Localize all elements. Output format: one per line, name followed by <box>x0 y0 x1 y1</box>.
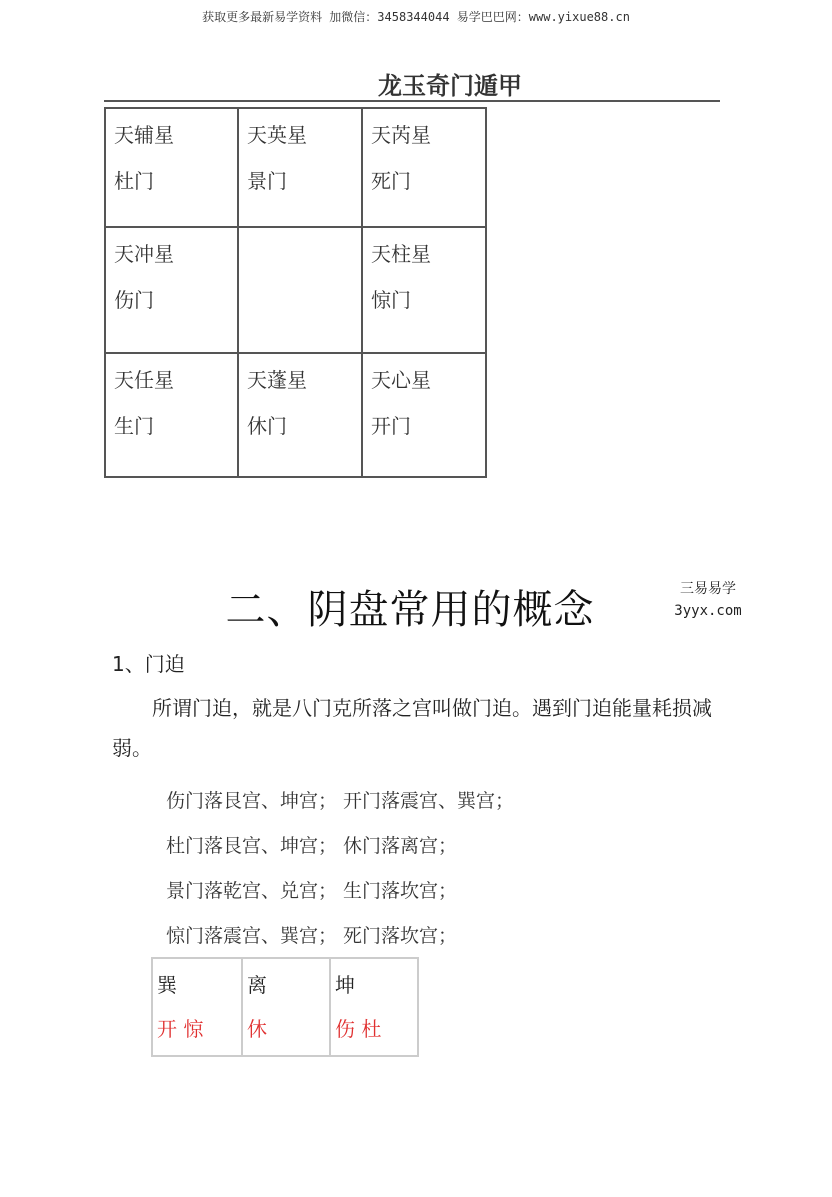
subheading: 1、门迫 <box>112 652 185 676</box>
grid-cell <box>362 108 486 227</box>
palace-name: 坤 <box>335 973 355 997</box>
grid-cell <box>105 108 238 227</box>
door-name: 开门 <box>371 414 411 438</box>
grid-cell <box>238 353 362 477</box>
palace-doors: 伤 杜 <box>335 1017 382 1041</box>
rule-line: 景门落乾宫、兑宫； 生门落坎宫； <box>166 880 458 902</box>
rule-line: 伤门落艮宫、坤宫； 开门落震宫、巽宫； <box>166 790 515 812</box>
palace-name: 离 <box>247 973 267 997</box>
star-name: 天柱星 <box>371 242 431 266</box>
door-name: 景门 <box>247 169 287 193</box>
star-name: 天蓬星 <box>247 368 307 392</box>
watermark <box>668 578 748 622</box>
palace-cell <box>330 958 418 1056</box>
star-name: 天辅星 <box>114 123 174 147</box>
door-name: 休门 <box>247 414 287 438</box>
star-name: 天英星 <box>247 123 307 147</box>
grid-cell <box>238 108 362 227</box>
star-name: 天冲星 <box>114 242 174 266</box>
rule-line: 惊门落震宫、巽宫； 死门落坎宫； <box>166 925 458 947</box>
section-title: 二、阴盘常用的概念 <box>225 587 595 633</box>
palace-name: 巽 <box>157 973 177 997</box>
grid-cell <box>362 227 486 353</box>
grid-cell <box>105 227 238 353</box>
door-name: 生门 <box>114 414 154 438</box>
document-header-title: 龙玉奇门遁甲 <box>378 71 522 100</box>
door-name: 惊门 <box>371 288 411 312</box>
palace-doors: 开 惊 <box>157 1017 204 1041</box>
door-name: 伤门 <box>114 288 154 312</box>
star-name <box>247 242 361 266</box>
top-banner: 获取更多最新易学资料 加微信：3458344044 易学巴巴网：www.yixue88.cn <box>202 10 630 24</box>
door-name: 杜门 <box>114 169 154 193</box>
watermark-line: 三易易学 <box>680 581 736 597</box>
palace-cell <box>152 958 242 1056</box>
door-name: 死门 <box>371 169 411 193</box>
palace-cell <box>242 958 330 1056</box>
door-name <box>247 288 361 312</box>
grid-cell-center <box>238 227 362 353</box>
paragraph: 所谓门迫，就是八门克所落之宫叫做门迫。遇到门迫能量耗损减弱。 <box>112 696 712 760</box>
watermark-line: 3yyx.com <box>674 603 742 619</box>
grid-cell <box>105 353 238 477</box>
star-name: 天心星 <box>371 368 431 392</box>
grid-cell <box>362 353 486 477</box>
palace-table <box>151 957 419 1057</box>
nine-palace-star-grid <box>104 107 487 478</box>
star-name: 天芮星 <box>371 123 431 147</box>
header-rule <box>104 100 720 102</box>
star-name: 天任星 <box>114 368 174 392</box>
palace-doors: 休 <box>247 1017 267 1041</box>
rule-line: 杜门落艮宫、坤宫； 休门落离宫； <box>166 835 458 857</box>
